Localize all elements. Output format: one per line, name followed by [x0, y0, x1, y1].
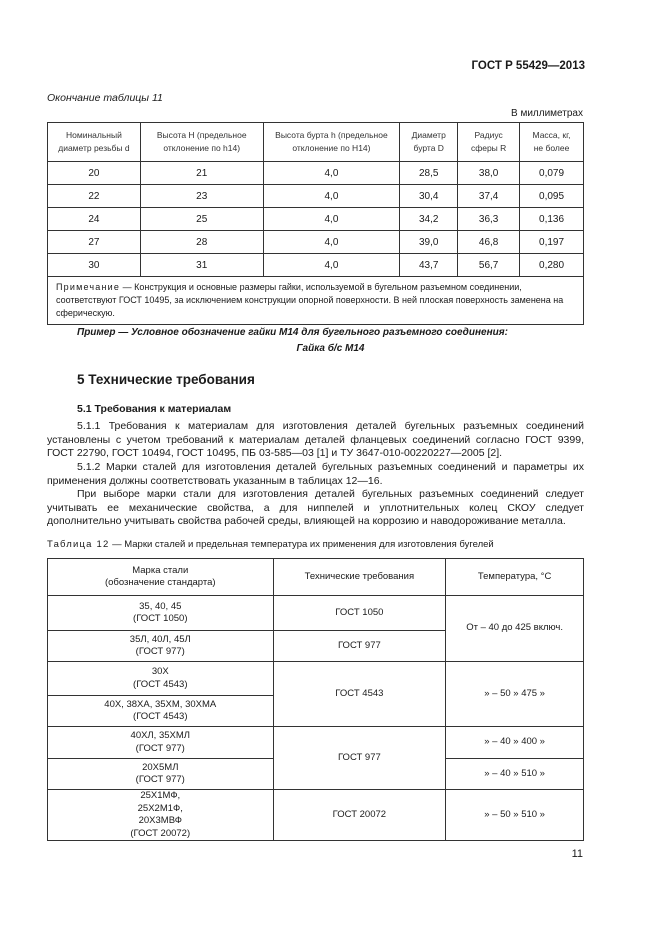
- table-cell: 43,7: [400, 254, 458, 277]
- header-cell: Марка стали (обозначение стандарта): [48, 559, 274, 596]
- table-header-row: [48, 559, 584, 596]
- table-cell: 28,5: [400, 162, 458, 185]
- table-cell: 4,0: [263, 162, 400, 185]
- table-11-caption: Окончание таблицы 11: [47, 92, 163, 104]
- table-cell: 30,4: [400, 185, 458, 208]
- paragraph-5-1-1: 5.1.1 Требования к материалам для изготовления деталей бугельных разъемных соединений установлены с учетом требований к материалам деталей фланцевых соединений согласно ГОСТ 9399, ГОСТ 22790, ГОСТ 10494, ГОСТ 10495, ПБ 03-585—03 [1] и ТУ 3647-010-00220227—2005 [2].: [47, 420, 584, 459]
- table-cell: 0,280: [520, 254, 584, 277]
- subsection-title: 5.1 Требования к материалам: [77, 403, 232, 415]
- header-cell: Радиус сферы R: [458, 123, 520, 162]
- table-note: [48, 277, 584, 325]
- temperature-cell: От – 40 до 425 включ.: [446, 596, 584, 662]
- table-cell: 30: [48, 254, 141, 277]
- header-cell: Диаметр бурта D: [400, 123, 458, 162]
- table-cell: 25: [140, 208, 263, 231]
- note-text: — Конструкция и основные размеры гайки, используемой в бугельном разъемном соединении, соответствуют ГОСТ 10495, за исключением конструкции опорной поверхности. В ней плоская поверхность заменена на сферическую.: [56, 282, 564, 318]
- table-row: [48, 662, 584, 696]
- table-cell: 39,0: [400, 231, 458, 254]
- steel-grade-cell: 40ХЛ, 35ХМЛ (ГОСТ 977): [48, 727, 274, 759]
- table-cell: 4,0: [263, 254, 400, 277]
- tech-requirements-cell: ГОСТ 4543: [273, 662, 446, 727]
- tech-requirements-cell: ГОСТ 1050: [273, 596, 446, 631]
- table-cell: 23: [140, 185, 263, 208]
- table-row: [48, 185, 584, 208]
- header-cell: Температура, °С: [446, 559, 584, 596]
- temperature-cell: » – 50 » 475 »: [446, 662, 584, 727]
- table-cell: 31: [140, 254, 263, 277]
- table-cell: 56,7: [458, 254, 520, 277]
- steel-grade-cell: 25Х1МФ, 25Х2М1Ф, 20Х3МВФ (ГОСТ 20072): [48, 790, 274, 841]
- steel-grade-cell: 20Х5МЛ (ГОСТ 977): [48, 759, 274, 790]
- table-cell: 37,4: [458, 185, 520, 208]
- table-cell: 22: [48, 185, 141, 208]
- header-cell: Высота бурта h (предельное отклонение по H14): [263, 123, 400, 162]
- table-note-row: [48, 277, 584, 325]
- table-row: [48, 254, 584, 277]
- table-cell: 0,079: [520, 162, 584, 185]
- table-12-caption: Таблица 12 — Марки сталей и предельная температура их применения для изготовления бугелей: [47, 539, 494, 550]
- table-row: [48, 231, 584, 254]
- steel-grade-cell: 30Х (ГОСТ 4543): [48, 662, 274, 696]
- paragraph-5-1-2: 5.1.2 Марки сталей для изготовления деталей бугельных разъемных соединений и параметры их применения должны соответствовать указанным в таблицах 12—16.: [47, 461, 584, 487]
- header-cell: Технические требования: [273, 559, 446, 596]
- table-11: [47, 122, 584, 325]
- table-cell: 34,2: [400, 208, 458, 231]
- table-row: [48, 790, 584, 841]
- table-row: [48, 208, 584, 231]
- steel-grade-cell: 40Х, 38ХА, 35ХМ, 30ХМА (ГОСТ 4543): [48, 696, 274, 727]
- steel-grade-cell: 35Л, 40Л, 45Л (ГОСТ 977): [48, 631, 274, 662]
- example-line: Пример — Условное обозначение гайки М14 для бугельного разъемного соединения:: [77, 327, 508, 338]
- table-cell: 27: [48, 231, 141, 254]
- document-code: ГОСТ Р 55429—2013: [471, 60, 585, 72]
- table-cell: 28: [140, 231, 263, 254]
- paragraph-steel-selection: При выборе марки стали для изготовления деталей бугельных разъемных соединений следует учитывать ее механические свойства, а для ниппелей и уплотнительных колец СКОУ следует дополнительно учитывать свойства рабочей среды, влияющей на коррозию и наводороживание металла.: [47, 488, 584, 527]
- table-12: [47, 558, 584, 841]
- table-cell: 0,197: [520, 231, 584, 254]
- steel-grade-cell: 35, 40, 45 (ГОСТ 1050): [48, 596, 274, 631]
- table-row: [48, 727, 584, 759]
- tech-requirements-cell: ГОСТ 20072: [273, 790, 446, 841]
- section-title: 5 Технические требования: [77, 372, 255, 387]
- temperature-cell: » – 40 » 400 »: [446, 727, 584, 759]
- header-cell: Высота H (предельное отклонение по h14): [140, 123, 263, 162]
- table-cell: 24: [48, 208, 141, 231]
- header-cell: Номинальный диаметр резьбы d: [48, 123, 141, 162]
- table-cell: 36,3: [458, 208, 520, 231]
- table-cell: 46,8: [458, 231, 520, 254]
- example-designation: Гайка б/с М14: [296, 343, 365, 354]
- table-cell: 4,0: [263, 231, 400, 254]
- table-header-row: [48, 123, 584, 162]
- page-number: 11: [571, 848, 583, 860]
- units-label: В миллиметрах: [511, 108, 583, 119]
- table-cell: 0,095: [520, 185, 584, 208]
- header-cell: Масса, кг, не более: [520, 123, 584, 162]
- tech-requirements-cell: ГОСТ 977: [273, 727, 446, 790]
- tech-requirements-cell: ГОСТ 977: [273, 631, 446, 662]
- table-row: [48, 596, 584, 631]
- table-cell: 4,0: [263, 208, 400, 231]
- table-cell: 21: [140, 162, 263, 185]
- temperature-cell: » – 50 » 510 »: [446, 790, 584, 841]
- note-label: Примечание: [56, 282, 121, 292]
- table-cell: 20: [48, 162, 141, 185]
- table-cell: 38,0: [458, 162, 520, 185]
- table-cell: 4,0: [263, 185, 400, 208]
- temperature-cell: » – 40 » 510 »: [446, 759, 584, 790]
- table-cell: 0,136: [520, 208, 584, 231]
- table-row: [48, 162, 584, 185]
